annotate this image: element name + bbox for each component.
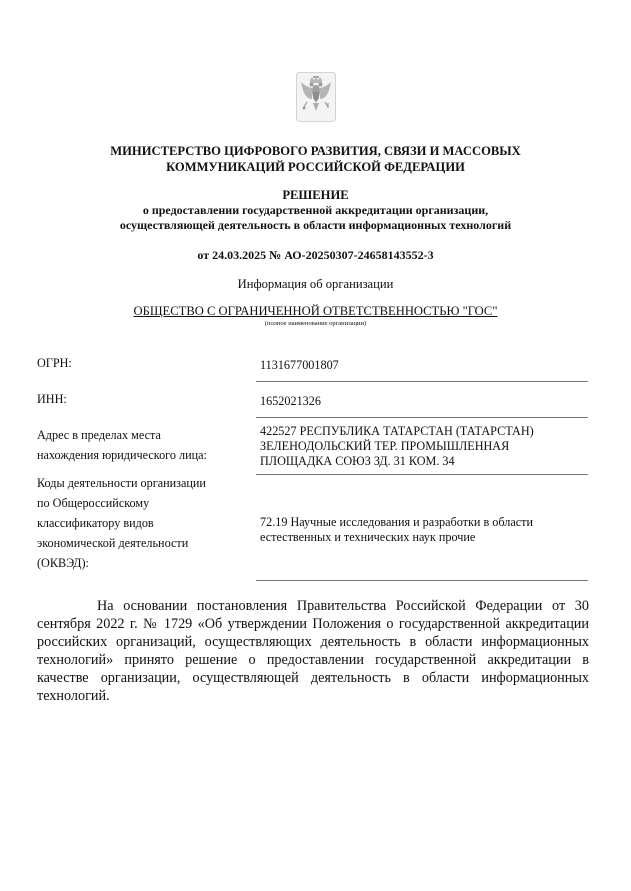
okved-label-line-3: классификатору видов (37, 516, 154, 530)
organization-full-name-text: ОБЩЕСТВО С ОГРАНИЧЕННОЙ ОТВЕТСТВЕННОСТЬЮ "ГОС" (133, 304, 498, 318)
inn-label: ИНН: (37, 392, 67, 406)
ogrn-underline (256, 381, 588, 382)
okved-underline (256, 580, 588, 581)
address-value-line-2: ЗЕЛЕНОДОЛЬСКИЙ ТЕР. ПРОМЫШЛЕННАЯ (260, 439, 510, 453)
address-label-line-2: нахождения юридического лица: (37, 448, 207, 462)
address-label-line-1: Адрес в пределах места (37, 428, 161, 442)
ministry-name (60, 143, 571, 175)
okved-label (37, 473, 252, 573)
organization-full-name-caption: (полное наименование организации) (264, 320, 367, 327)
russian-coat-of-arms-icon (296, 72, 336, 122)
decision-title: РЕШЕНИЕ (282, 188, 349, 202)
okved-label-line-5: (ОКВЭД): (37, 556, 89, 570)
okved-value-line-1: 72.19 Научные исследования и разработки в области (260, 515, 533, 529)
ogrn-label: ОГРН: (37, 356, 72, 370)
inn-underline (256, 417, 588, 418)
ministry-line-2: КОММУНИКАЦИЙ РОССИЙСКОЙ ФЕДЕРАЦИИ (166, 160, 465, 174)
decision-subtitle-line-1: о предоставлении государственной аккредитации организации, (142, 203, 489, 217)
ogrn-value: 1131677001807 (260, 358, 339, 372)
inn-value: 1652021326 (260, 394, 321, 408)
organization-section-title: Информация об организации (237, 277, 394, 291)
okved-value (260, 515, 588, 545)
address-value-line-3: ПЛОЩАДКА СОЮЗ ЗД. 31 КОМ. 34 (260, 454, 455, 468)
address-value (260, 424, 588, 469)
decision-heading (60, 188, 571, 233)
ministry-line-1: МИНИСТЕРСТВО ЦИФРОВОГО РАЗВИТИЯ, СВЯЗИ И МАССОВЫХ (110, 144, 521, 158)
decision-subtitle-line-2: осуществляющей деятельность в области информационных технологий (119, 218, 512, 232)
address-value-line-1: 422527 РЕСПУБЛИКА ТАТАРСТАН (ТАТАРСТАН) (260, 424, 534, 438)
address-label (37, 425, 252, 465)
decision-body-paragraph: На основании постановления Правительства Российской Федерации от 30 сентября 2022 г. № 1729 «Об утверждении Положения о государственной аккредитации российских организаций, осуществляющих деятельность в области информационных технологий» принято решение о предоставлении государственной аккредитации в качестве организации, осуществляющей деятельность в области информационных технологий. (37, 598, 589, 704)
okved-value-line-2: естественных и технических наук прочие (260, 530, 476, 544)
address-underline (256, 474, 588, 475)
organization-full-name (60, 304, 571, 318)
okved-label-line-4: экономической деятельности (37, 536, 189, 550)
okved-label-line-1: Коды деятельности организации (37, 476, 206, 490)
okved-label-line-2: по Общероссийскому (37, 496, 150, 510)
decision-date-number: от 24.03.2025 № АО-20250307-24658143552-3 (197, 248, 434, 262)
